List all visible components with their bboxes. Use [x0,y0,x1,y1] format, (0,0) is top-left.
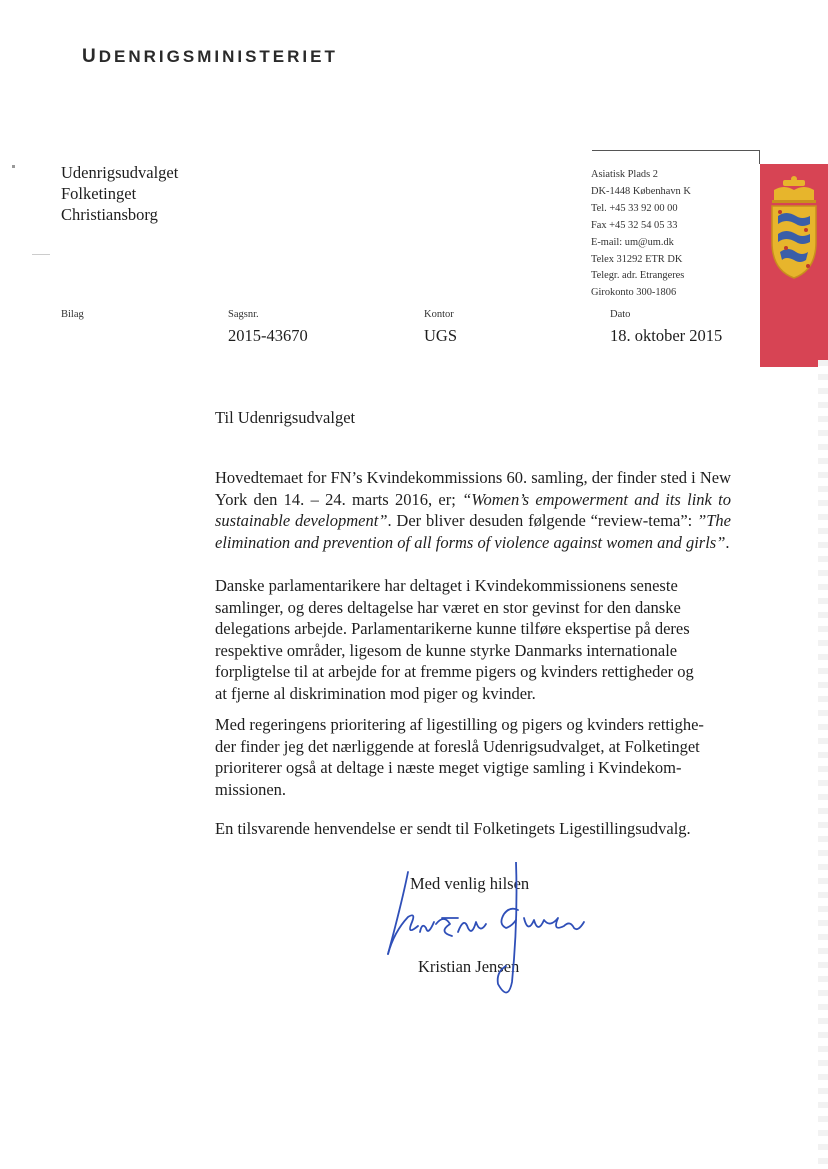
sender-line: Girokonto 300-1806 [591,287,677,299]
paragraph-parliamentarians [215,575,731,704]
theme-title: “Women’s empowerment and its link to sustainable development” [215,489,731,530]
ministry-initial: U [82,46,99,67]
sender-address [591,167,691,302]
paragraph-line: respektive områder, ligesom de kunne styrke Danmarks internationale [215,640,678,660]
paragraph-recommendation [215,714,731,800]
sender-line: Tel. +45 33 92 00 00 [591,202,678,214]
coat-of-arms-icon [766,176,822,280]
paragraph-line: Danske parlamentarikere har deltaget i Kvindekommissionens seneste [215,576,678,595]
closing-greeting: Med venlig hilsen [410,874,530,893]
recipient-line: Udenrigsudvalget [61,163,179,182]
paragraph-line: samlinger, og deres deltagelse har været en stor gevinst for den danske [215,597,681,617]
ministry-letterhead [82,46,338,68]
sender-line: E-mail: um@um.dk [591,236,674,248]
sender-line: Asiatisk Plads 2 [591,169,658,180]
dato-label: Dato [610,309,631,320]
bilag-label: Bilag [61,309,84,320]
recipient-address [61,162,178,225]
sagsnr-label: Sagsnr. [228,309,259,320]
sender-rule-tick [759,150,760,164]
paragraph-line: missionen. [215,779,287,799]
sender-line: Fax +45 32 54 05 33 [591,219,678,231]
sender-rule [592,150,760,151]
paragraph-text: Hovedtemaet for FN’s Kvindekommissions 60. samling, der finder sted i New York den 14. – 24. marts 2016, er; [215,468,732,509]
paragraph-text: . Der bliver desuden følgende “review-tema”: [387,511,698,530]
sender-line: Telegr. adr. Etrangeres [591,270,685,282]
dato-value: 18. oktober 2015 [610,326,723,345]
paragraph-line: at fjerne al diskrimination mod piger og kvinder. [215,683,536,703]
paragraph-line: der finder jeg det nærliggende at foreslå Udenrigsudvalget, at Folketinget [215,736,700,756]
ministry-name-rest: DENRIGSMINISTERIET [98,47,338,66]
signer-name: Kristian Jensen [418,957,520,976]
paragraph-line: Med regeringens prioritering af ligestilling og pigers og kvinders rettighe- [215,715,704,734]
sender-line: DK-1448 København K [591,185,691,197]
paragraph-theme [215,467,731,553]
paragraph-line: forpligtelse til at arbejde for at fremme pigers og kvinders rettigheder og [215,662,694,681]
kontor-label: Kontor [424,309,454,320]
paragraph-text: . [725,532,730,552]
handwritten-signature [378,862,598,1002]
recipient-line: Christiansborg [61,205,158,224]
scan-edge [818,360,828,1169]
fold-mark [32,254,50,255]
review-theme-title: ”The elimination and prevention of all forms of violence against women and girls” [215,511,731,552]
paragraph-line: delegations arbejde. Parlamentarikerne kunne tilføre ekspertise på deres [215,619,690,638]
recipient-line: Folketinget [61,184,137,203]
kontor-value: UGS [424,326,458,345]
salutation: Til Udenrigsudvalget [215,408,356,427]
paragraph-line: prioriterer også at deltage i næste meget vigtige samling i Kvindekom- [215,758,682,777]
paragraph-copy-note: En tilsvarende henvendelse er sendt til Folketingets Ligestillingsudvalg. [215,819,691,838]
sagsnr-value: 2015-43670 [228,326,308,345]
sender-line: Telex 31292 ETR DK [591,253,683,265]
margin-mark [12,165,15,168]
